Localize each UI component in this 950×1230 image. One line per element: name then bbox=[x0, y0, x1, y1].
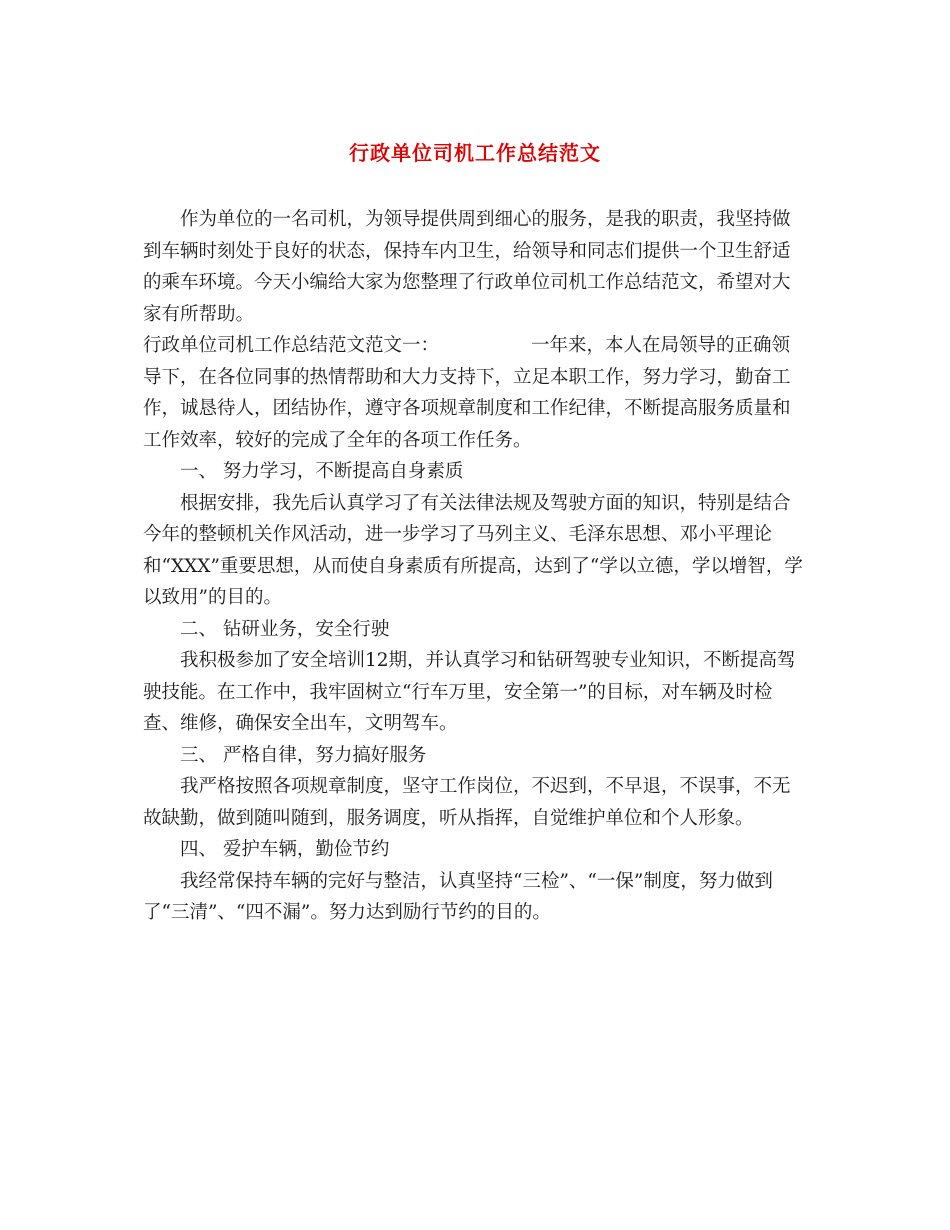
sample-label: 行政单位司机工作总结范文范文一： bbox=[143, 335, 440, 356]
section-heading-3: 三、 严格自律，努力搞好服务 bbox=[180, 744, 427, 766]
section-heading-4: 四、 爱护车辆，勤俭节约 bbox=[180, 839, 390, 860]
document-body bbox=[143, 204, 808, 929]
section-text-3: 我严格按照各项规章制度，坚守工作岗位，不迟到，不早退，不误事，不无故缺勤，做到随叫随到，服务调度，听从指挥，自觉维护单位和个人形象。 bbox=[143, 776, 791, 829]
section-text-1: 根据安排，我先后认真学习了有关法律法规及驾驶方面的知识，特别是结合今年的整顿机关作风活动，进一步学习了马列主义、毛泽东思想、邓小平理论和“XXX”重要思想，从而使自身素质有所提高，达到了“学以立德，学以增智，学以致用”的目的。 bbox=[143, 492, 803, 608]
section-text-4: 我经常保持车辆的完好与整洁，认真坚持“三检”、“一保”制度，努力做到了“三清”、“四不漏”。努力达到励行节约的目的。 bbox=[143, 870, 773, 923]
sample-opening: 一年来，本人在局领导的正确领导下，在各位同事的热情帮助和大力支持下，立足本职工作，努力学习，勤奋工作，诚恳待人，团结协作，遵守各项规章制度和工作纪律，不断提高服务质量和工作效率，较好的完成了全年的各项工作任务。 bbox=[143, 335, 791, 451]
section-heading-2: 二、 钻研业务，安全行驶 bbox=[180, 618, 390, 640]
section-text-2: 我积极参加了安全培训12期，并认真学习和钻研驾驶专业知识，不断提高驾驶技能。在工作中，我牢固树立“行车万里，安全第一”的目标，对车辆及时检查、维修，确保安全出车，文明驾车。 bbox=[143, 650, 796, 734]
section-heading-1: 一、 努力学习，不断提高自身素质 bbox=[180, 461, 464, 482]
intro-paragraph: 作为单位的一名司机，为领导提供周到细心的服务，是我的职责，我坚持做到车辆时刻处于良好的状态，保持车内卫生，给领导和同志们提供一个卫生舒适的乘车环境。今天小编给大家为您整理了行政单位司机工作总结范文，希望对大家有所帮助。 bbox=[143, 209, 791, 325]
document-title: 行政单位司机工作总结范文 bbox=[349, 141, 601, 165]
sample-paragraph bbox=[143, 330, 808, 456]
